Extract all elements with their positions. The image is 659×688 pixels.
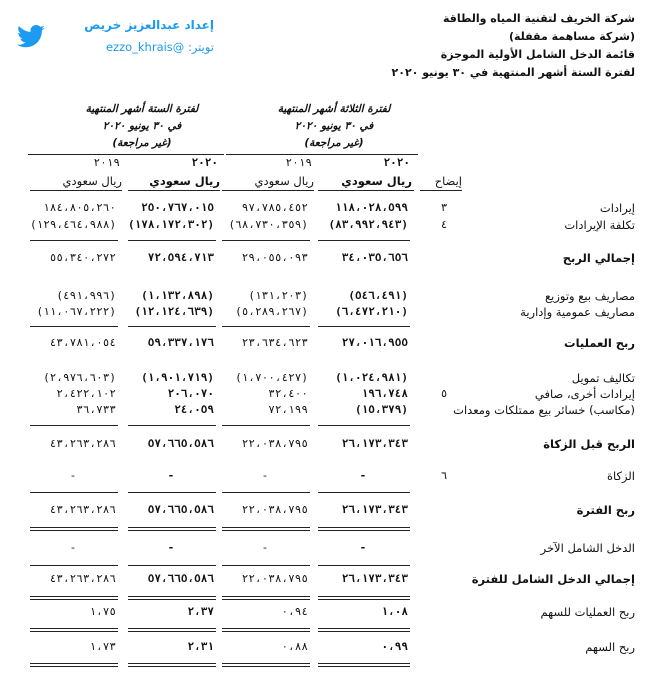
six-month-date: في ٣٠ يونيو ٢٠٢٠ [102,120,182,132]
row-label: إجمالي الدخل الشامل للفترة [471,572,635,586]
twitter-bird-icon [14,22,48,52]
six-month-note: (غير مراجعة) [112,137,172,149]
row-value: (١٢،١٢٤،٦٣٩) [134,305,214,318]
row-value: (٥،٢٨٩،٢٦٧) [235,305,308,318]
three-month-date: في ٣٠ يونيو ٢٠٢٠ [294,120,374,132]
year-3m-2020: ٢٠٢٠ [383,156,410,169]
double-rule [30,663,118,667]
row-value: ١،٧٥ [89,605,116,618]
prepared-by: إعداد عبدالعزيز خريص [84,18,214,32]
company-type: (شركة مساهمة مقفلة) [508,30,635,43]
single-rule [128,425,216,426]
row-label: الربح قبل الزكاة [543,437,635,451]
row-note: ٣ [440,201,448,214]
single-rule [30,240,118,241]
row-value: ٢٦،١٧٣،٣٤٣ [341,572,408,585]
row-value: ٥٧،٦٦٥،٥٨٦ [147,572,214,585]
row-value: ٢٥٠،٧٦٧،٠١٥ [141,201,214,214]
row-value: - [261,469,269,482]
single-rule [318,492,410,493]
row-value: - [359,469,367,482]
row-note: ٥ [440,387,448,400]
double-rule [128,628,216,632]
row-value: (٦٨،٧٣٠،٣٥٩) [228,218,308,231]
double-rule [128,596,216,600]
row-value: ٢،٣٧ [187,605,214,618]
single-rule [318,425,410,426]
row-value: ٥٥،٣٤٠،٢٧٢ [49,251,116,264]
row-value: (٢،٩٧٦،٦٠٣) [43,371,116,384]
row-value: (٦،٤٧٢،٢١٠) [335,305,408,318]
row-label: مصاريف عمومية وإدارية [520,305,635,319]
row-value: - [167,541,175,554]
row-value: ٢٧،٠١٦،٩٥٥ [341,336,408,349]
row-value: ٢٠٦،٠٧٠ [167,387,214,400]
single-rule [128,565,216,566]
row-value: ٢٣،٦٣٤،٦٢٣ [241,336,308,349]
single-rule [128,492,216,493]
row-value: ٠،٨٨ [281,640,308,653]
double-rule [30,527,118,531]
currency-6m-2020: ريال سعودي [149,174,220,188]
row-label: ربح السهم [585,640,635,654]
single-rule [318,240,410,241]
row-note: ٦ [440,469,448,482]
single-rule [30,425,118,426]
single-rule [318,326,410,327]
row-value: - [167,469,175,482]
row-value: (١١،٠٦٧،٢٢٢) [36,305,116,318]
row-value: ١١٨،٠٢٨،٥٩٩ [335,201,408,214]
double-rule [222,596,310,600]
double-rule [222,663,310,667]
row-value: ٢،٣١ [187,640,214,653]
row-value: ١،٠٨ [381,605,408,618]
row-value: ٥٩،٣٣٧،١٧٦ [147,336,214,349]
row-value: (٤٩١،٩٩٦) [56,289,116,302]
double-rule [318,596,410,600]
row-value: ٥٧،٦٦٥،٥٨٦ [147,437,214,450]
double-rule [318,663,410,667]
statement-period: لفترة الستة أشهر المنتهية في ٣٠ يونيو ٢٠٢٠ [391,66,635,79]
row-label: ربح العمليات للسهم [540,605,635,619]
row-label: ربح الفترة [576,503,635,517]
row-value: (١٣١،٢٠٣) [248,289,308,302]
row-value: (٨٣،٩٩٢،٩٤٣) [328,218,408,231]
row-value: - [261,541,269,554]
year-6m-2020: ٢٠٢٠ [191,156,218,169]
company-name: شركة الخريف لتقنية المياه والطاقة [443,12,635,25]
row-value: ٠،٩٤ [281,605,308,618]
single-rule [128,326,216,327]
double-rule [222,628,310,632]
double-rule [318,628,410,632]
double-rule [30,628,118,632]
brand-block [14,12,214,62]
row-value: (١،١٣٢،٨٩٨) [141,289,214,302]
row-note: ٤ [440,218,448,231]
row-value: (١،٧٠٠،٤٢٧) [235,371,308,384]
single-rule [30,326,118,327]
row-value: - [359,541,367,554]
row-value: (١٢٩،٤٦٤،٩٨٨) [30,218,117,231]
single-rule [222,240,310,241]
row-value: ٢٩،٠٥٥،٠٩٣ [241,251,308,264]
single-rule [222,425,310,426]
row-value: ٤٣،٢٦٣،٢٨٦ [49,437,116,450]
year-3m-2019: ٢٠١٩ [285,156,312,169]
row-value: ١٨٤،٨٠٥،٢٦٠ [43,201,116,214]
row-value: ٢٦،١٧٣،٣٤٣ [341,503,408,516]
row-label: ربح العمليات [564,336,635,350]
row-label: الدخل الشامل الآخر [540,541,635,555]
row-value: (١٧٨،١٧٢،٣٠٢) [128,218,215,231]
note-header: إيضاح [434,174,462,188]
row-value: ٢٢،٠٣٨،٧٩٥ [241,503,308,516]
row-value: ٩٧،٧٨٥،٤٥٢ [241,201,308,214]
twitter-handle[interactable]: تويتر: @ezzo_khrais [105,40,214,54]
row-label: الزكاة [606,469,635,483]
row-value: ٣٢،٤٠٠ [268,387,308,400]
currency-3m-2019: ريال سعودي [254,174,314,188]
double-rule [128,527,216,531]
row-value: (١،٠٢٤،٩٨١) [335,371,408,384]
row-value: ٣٤،٠٣٥،٦٥٦ [341,251,408,264]
row-value: ٢٦،١٧٣،٣٤٣ [341,437,408,450]
row-value: ٣٦،٧٣٣ [76,403,116,416]
single-rule [222,492,310,493]
row-value: ٧٢،٥٩٤،٧١٣ [147,251,214,264]
row-label: مصاريف بيع وتوزيع [545,289,635,303]
row-value: ٤٣،٢٦٣،٢٨٦ [49,503,116,516]
row-value: - [69,469,77,482]
double-rule [318,527,410,531]
single-rule [222,326,310,327]
double-rule [30,596,118,600]
row-value: ٢٤،٠٥٩ [174,403,214,416]
row-value: - [69,541,77,554]
year-6m-2019: ٢٠١٩ [93,156,120,169]
row-value: (١،٩٠١،٧١٩) [141,371,214,384]
single-rule [318,565,410,566]
double-rule [128,663,216,667]
single-rule [222,565,310,566]
row-value: ٤٣،٢٦٣،٢٨٦ [49,572,116,585]
six-month-title: لفترة الستة أشهر المنتهية [85,103,199,115]
row-label: إجمالي الربح [562,251,635,265]
row-value: ٧٢،١٩٩ [268,403,308,416]
row-value: ٠،٩٩ [381,640,408,653]
row-value: ٢٢،٠٣٨،٧٩٥ [241,437,308,450]
row-label: (مكاسب) خسائر بيع ممتلكات ومعدات [453,403,635,417]
row-label: تكلفة الإيرادات [564,218,635,232]
row-value: (٥٤٦،٤٩١) [348,289,408,302]
statement-title: قائمة الدخل الشامل الأولية الموجزة [440,48,635,61]
row-value: ١٩٦،٧٤٨ [361,387,408,400]
double-rule [222,527,310,531]
three-month-title: لفترة الثلاثة أشهر المنتهية [277,103,391,115]
row-value: ١،٧٣ [89,640,116,653]
row-label: تكاليف تمويل [571,371,635,385]
three-month-note: (غير مراجعة) [304,137,364,149]
row-label: إيرادات [599,201,635,215]
row-label: إيرادات أخرى، صافي [534,387,635,401]
row-value: ٤٣،٧٨١،٠٥٤ [49,336,116,349]
currency-6m-2019: ريال سعودي [62,174,122,188]
currency-3m-2020: ريال سعودي [341,174,412,188]
row-value: ٢٢،٠٣٨،٧٩٥ [241,572,308,585]
row-value: (١٥،٣٧٩) [355,403,408,416]
row-value: ٥٧،٦٦٥،٥٨٦ [147,503,214,516]
single-rule [30,565,118,566]
row-value: ٢،٤٢٢،١٠٢ [56,387,116,400]
single-rule [128,240,216,241]
single-rule [30,492,118,493]
